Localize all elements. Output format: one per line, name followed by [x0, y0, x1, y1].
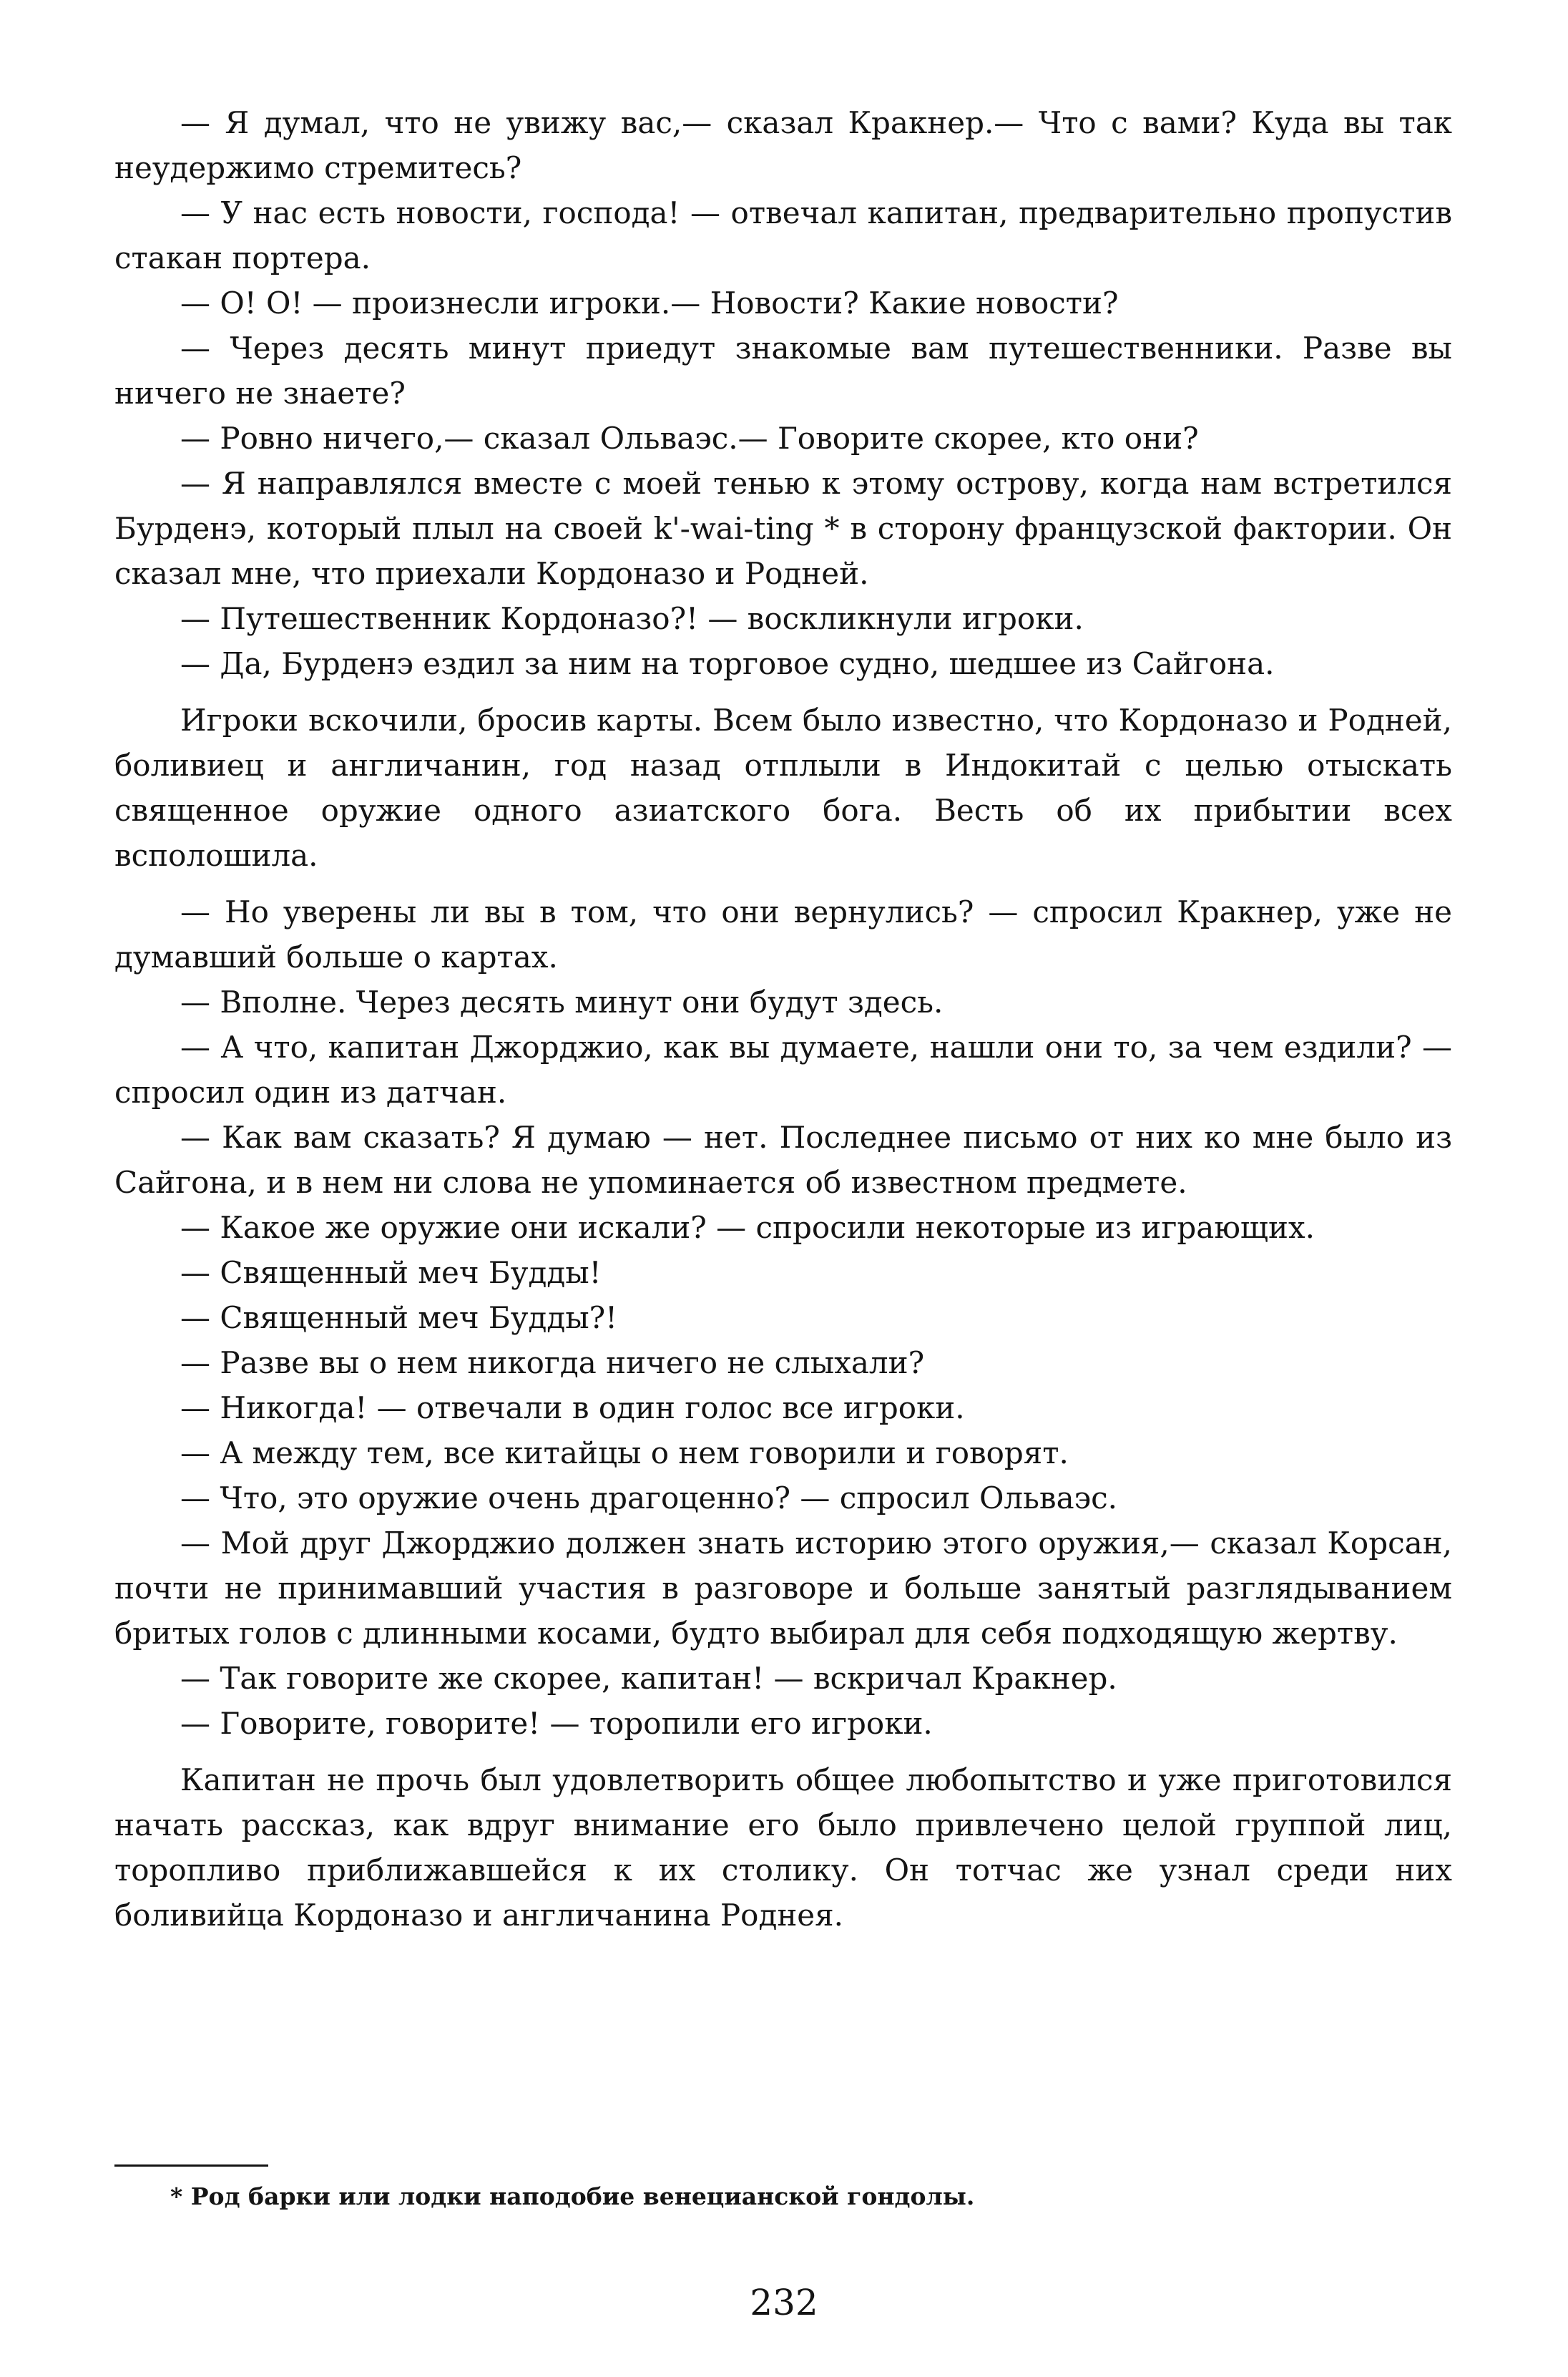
- paragraph-narrative: Капитан не прочь был удовлетворить общее любопытство и уже приготовился начать рассказ, как вдруг внимание его было привлечено целой группой лиц, торопливо приближавшейся к их столику. Он тотчас же узнал среди них боливийца Кордоназо и англичанина Роднея.: [114, 1762, 1452, 1933]
- paragraph-dialogue: — Так говорите же скорее, капитан! — вскричал Кракнер.: [180, 1661, 1117, 1696]
- paragraph-dialogue: — Ровно ничего,— сказал Ольваэс.— Говорите скорее, кто они?: [180, 421, 1199, 456]
- paragraph-dialogue: — А что, капитан Джорджио, как вы думаете, нашли они то, за чем ездили? — спросил один из датчан.: [114, 1030, 1452, 1110]
- paragraph-dialogue: — Но уверены ли вы в том, что они вернулись? — спросил Кракнер, уже не думавший больше о картах.: [114, 894, 1452, 975]
- page-number: 232: [750, 2282, 818, 2323]
- paragraph-dialogue: — У нас есть новости, господа! — отвечал капитан, предварительно пропустив стакан портера.: [114, 195, 1452, 275]
- paragraph-dialogue: — Путешественник Кордоназо?! — воскликнули игроки.: [180, 601, 1084, 636]
- paragraph-dialogue: — Через десять минут приедут знакомые вам путешественники. Разве вы ничего не знаете?: [114, 331, 1452, 411]
- paragraph-dialogue: — Как вам сказать? Я думаю — нет. Последнее письмо от них ко мне было из Сайгона, и в нем ни слова не упоминается об известном предмете.: [114, 1120, 1452, 1200]
- paragraph-dialogue: — Никогда! — отвечали в один голос все игроки.: [180, 1390, 965, 1425]
- paragraph-dialogue: — Что, это оружие очень драгоценно? — спросил Ольваэс.: [180, 1480, 1117, 1515]
- paragraph-dialogue: — Говорите, говорите! — торопили его игроки.: [180, 1706, 933, 1741]
- paragraph-narrative: Игроки вскочили, бросив карты. Всем было известно, что Кордоназо и Родней, боливиец и англичанин, год назад отплыли в Индокитай с целью отыскать священное оружие одного азиатского бога. Весть об их прибытии всех всполошила.: [114, 703, 1452, 873]
- footnote-divider: [114, 2164, 268, 2167]
- paragraph-dialogue: — Священный меч Будды!: [180, 1255, 602, 1290]
- paragraph-dialogue: — О! О! — произнесли игроки.— Новости? Какие новости?: [180, 285, 1119, 321]
- footnote: * Род барки или лодки наподобие венецианской гондолы.: [170, 2182, 975, 2210]
- paragraph-dialogue: — Да, Бурденэ ездил за ним на торговое судно, шедшее из Сайгона.: [180, 646, 1275, 681]
- paragraph-dialogue: — Вполне. Через десять минут они будут здесь.: [180, 985, 944, 1020]
- paragraph-dialogue: — Разве вы о нем никогда ничего не слыхали?: [180, 1345, 925, 1380]
- paragraph-dialogue: — А между тем, все китайцы о нем говорили и говорят.: [180, 1435, 1069, 1470]
- paragraph-dialogue: — Мой друг Джорджио должен знать историю этого оружия,— сказал Корсан, почти не принимавший участия в разговоре и больше занятый разглядыванием бритых голов с длинными косами, будто выбирал для себя подходящую жертву.: [114, 1526, 1452, 1651]
- paragraph-dialogue: — Я направлялся вместе с моей тенью к этому острову, когда нам встретился Бурденэ, который плыл на своей k'-wai-ting * в сторону французской фактории. Он сказал мне, что приехали Кордоназо и Родней.: [114, 466, 1452, 591]
- paragraph-dialogue: — Какое же оружие они искали? — спросили некоторые из играющих.: [180, 1210, 1315, 1245]
- paragraph-dialogue: — Священный меч Будды?!: [180, 1300, 618, 1335]
- paragraph-dialogue: — Я думал, что не увижу вас,— сказал Кракнер.— Что с вами? Куда вы так неудержимо стремитесь?: [114, 105, 1452, 185]
- page-text: [114, 100, 1452, 1949]
